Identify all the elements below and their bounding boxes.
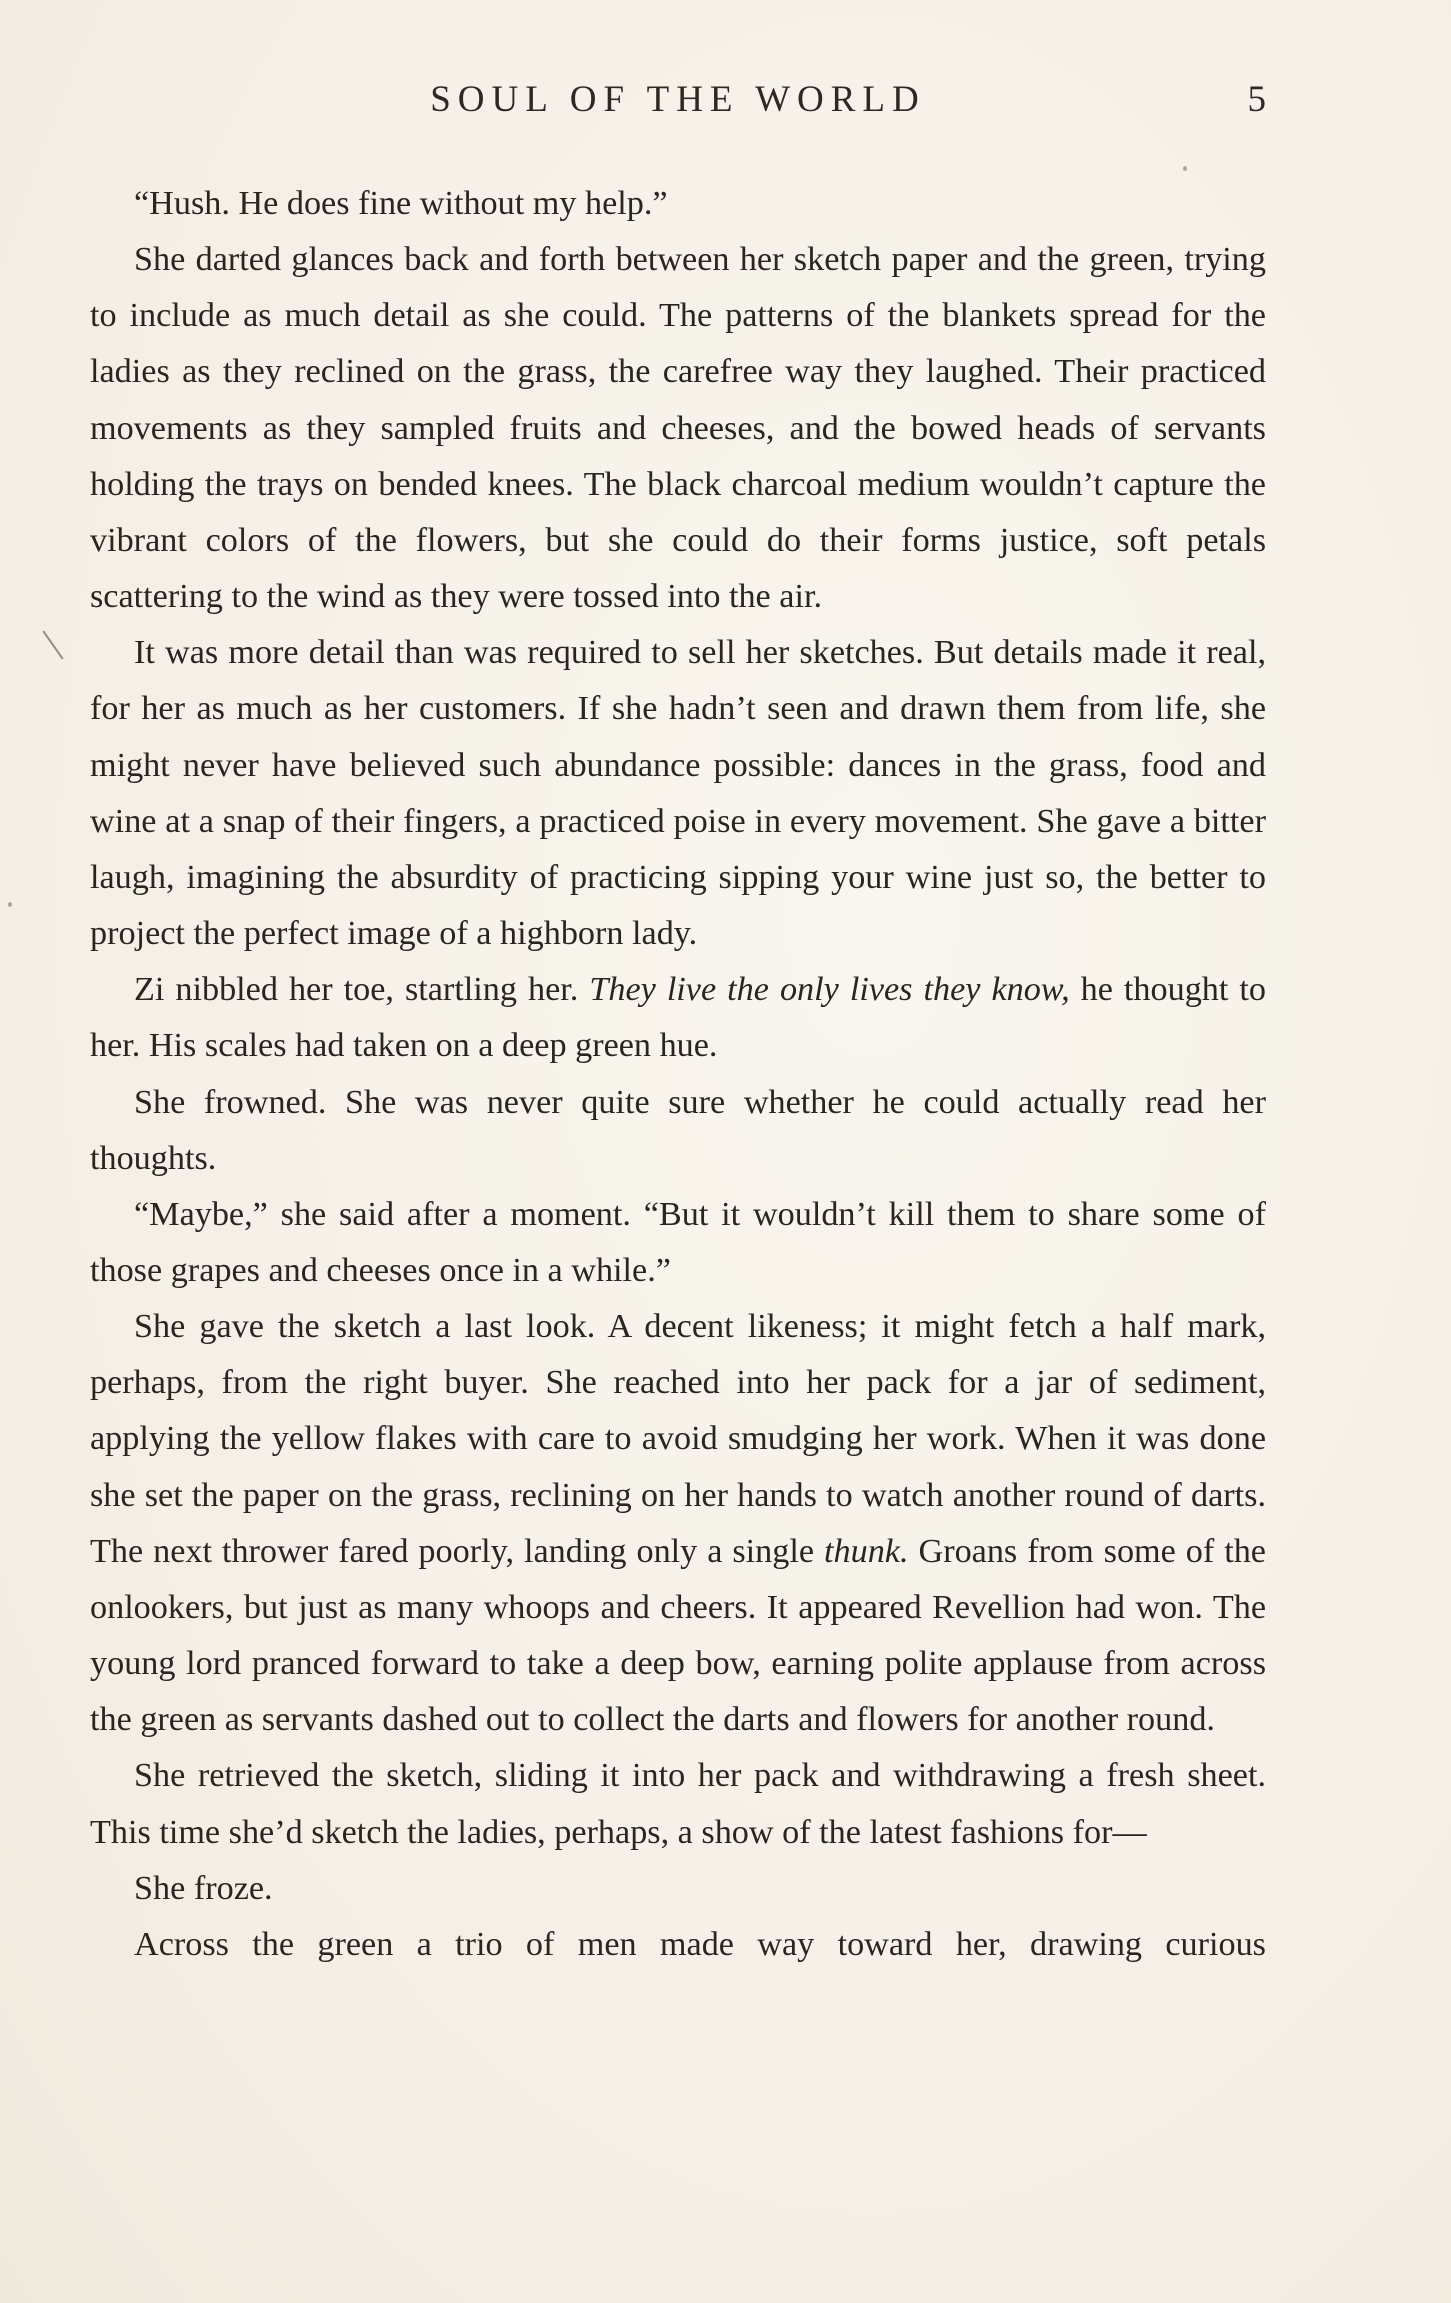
paragraph <box>90 1748 1266 1860</box>
paragraph <box>90 1299 1266 1748</box>
paragraph <box>90 176 1266 232</box>
text-run: he thought to her. His scales had taken on a deep green hue. <box>90 971 1266 1065</box>
text-run: She frowned. She was never quite sure whether he could actually read her thoughts. <box>90 1083 1266 1177</box>
page-header <box>90 78 1266 128</box>
text-run: “Hush. He does fine without my help.” <box>134 185 668 222</box>
text-run: She retrieved the sketch, sliding it into her pack and withdrawing a fresh sheet. This time she’d sketch the ladies, perhaps, a show of the latest fashions for— <box>90 1757 1266 1851</box>
paper-speck <box>8 902 12 907</box>
paragraph <box>90 1187 1266 1299</box>
italic-text: They live the only lives they know, <box>589 971 1070 1009</box>
text-run: It was more detail than was required to sell her sketches. But details made it real, for her as much as her customers. If she hadn’t seen and drawn them from life, she might never have believed such abundance possible: dances in the grass, food and wine at a snap of their fingers, a practiced poise in every movement. She gave a bitter laugh, imagining the absurdity of practicing sipping your wine just so, the better to project the perfect image of a highborn lady. <box>90 634 1266 953</box>
paragraph <box>90 625 1266 962</box>
paragraph <box>90 1075 1266 1187</box>
margin-mark <box>42 631 63 660</box>
body-text <box>90 176 1266 1973</box>
text-run: Groans from some of the onlookers, but just as many whoops and cheers. It appeared Revellion had won. The young lord pranced forward to take a deep bow, earning polite applause from across the green as servants dashed out to collect the darts and flowers for another round. <box>90 1532 1266 1739</box>
text-run: She darted glances back and forth between her sketch paper and the green, trying to include as much detail as she could. The patterns of the blankets spread for the ladies as they reclined on the grass, the carefree way they laughed. Their practiced movements as they sampled fruits and cheeses, and the bowed heads of servants holding the trays on bended knees. The black charcoal medium wouldn’t capture the vibrant colors of the flowers, but she could do their forms justice, soft petals scattering to the wind as they were tossed into the air. <box>90 241 1266 616</box>
text-run: She gave the sketch a last look. A decent likeness; it might fetch a half mark, perhaps, from the right buyer. She reached into her pack for a jar of sediment, applying the yellow flakes with care to avoid smudging her work. When it was done she set the paper on the grass, reclining on her hands to watch another round of darts. The next thrower fared poorly, landing only a single <box>90 1308 1266 1570</box>
text-run: Zi nibbled her toe, startling her. <box>134 971 590 1009</box>
paragraph <box>90 1861 1266 1917</box>
text-run: Across the green a trio of men made way toward her, drawing curious <box>134 1925 1266 1963</box>
italic-text: thunk. <box>824 1532 909 1570</box>
paper-speck <box>1183 166 1187 171</box>
text-run: “Maybe,” she said after a moment. “But it wouldn’t kill them to share some of those grapes and cheeses once in a while.” <box>90 1195 1266 1289</box>
page-number: 5 <box>1247 79 1266 120</box>
paragraph <box>90 232 1266 625</box>
text-run: She froze. <box>134 1869 273 1907</box>
paragraph <box>90 1917 1266 1973</box>
running-head: SOUL OF THE WORLD <box>430 79 926 120</box>
paragraph <box>90 962 1266 1074</box>
